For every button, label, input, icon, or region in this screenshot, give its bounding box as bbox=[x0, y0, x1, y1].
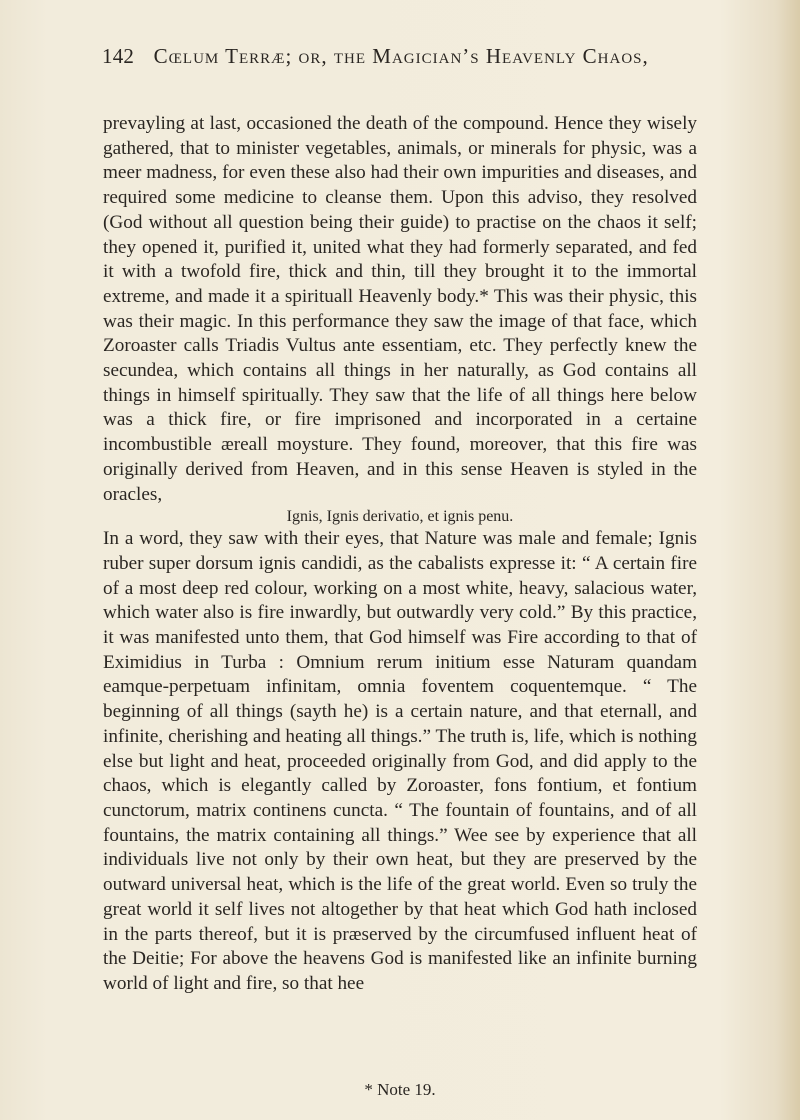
page-number: 142 bbox=[102, 44, 135, 68]
running-head bbox=[102, 44, 710, 69]
running-title: Cœlum Terræ; or, the Magician’s Heavenly Chaos, bbox=[153, 44, 649, 68]
footnote: * Note 19. bbox=[364, 1080, 436, 1099]
body-text bbox=[103, 112, 697, 997]
oracle-quote: Ignis, Ignis derivatio, et ignis penu. bbox=[286, 508, 514, 526]
paragraph-1: prevayling at last, occasioned the death of the compound. Hence they wisely gathered, that to minister vegetables, animals, or minerals for physic, was a meer madness, for even these also had their own impurities and diseases, and required some medicine to cleanse them. Upon this adviso, they resolved (God without all question being their guide) to practise on the chaos it self; they opened it, purified it, united what they had formerly separated, and fed it with a twofold fire, thick and thin, till they brought it to the immortal extreme, and made it a spirituall Heavenly body.* This was their physic, this was their magic. In this performance they saw the image of that face, which Zoroaster calls Triadis Vultus ante essentiam, etc. They perfectly knew the secundea, which contains all things in her naturally, as God contains all things in himself spiritually. They saw that the life of all things here below was a thick fire, or fire imprisoned and incorporated in a certaine incombustible æreall moysture. They found, moreover, that this fire was originally derived from Heaven, and in this sense Heaven is styled in the oracles, bbox=[103, 113, 697, 505]
paragraph-2: In a word, they saw with their eyes, that Nature was male and female; Ignis ruber super dorsum ignis candidi, as the cabalists expresse it: “ A certain fire of a most deep red colour, working on a most white, heavy, salacious water, which water also is fire inwardly, but outwardly very cold.” By this practice, it was manifested unto them, that God himself was Fire according to that of Eximidius in Turba : Omnium rerum initium esse Naturam quandam eamque-perpetuam infinitam, omnia foventem coquentemque. “ The beginning of all things (sayth he) is a certain nature, and that eternall, and infinite, cherishing and heating all things.” The truth is, life, which is nothing else but light and heat, proceeded originally from God, and did apply to the chaos, which is elegantly called by Zoroaster, fons fontium, et fontium cunctorum, matrix continens cuncta. “ The fountain of fountains, and of all fountains, the matrix containing all things.” Wee see by experience that all individuals live not only by their own heat, but they are preserved by the outward universal heat, which is the life of the great world. Even so truly the great world it self lives not altogether by that heat which God hath inclosed in the parts thereof, but it is præserved by the circumfused influent heat of the Deitie; For above the heavens God is manifested like an infinite burning world of light and fire, so that hee bbox=[103, 528, 697, 994]
